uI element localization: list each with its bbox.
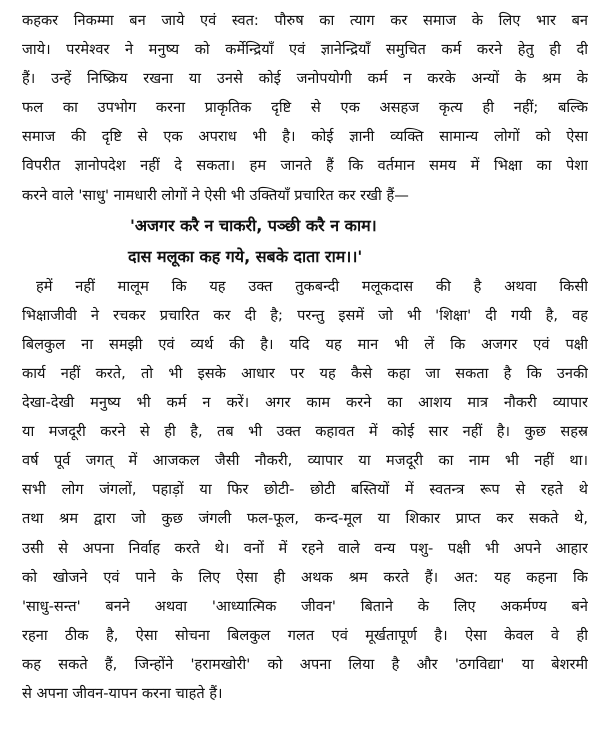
text-line: करने वाले 'साधु' नामधारी लोगों ने ऐसी भी उक्तियाँ प्रचारित कर रखी हैं— — [22, 186, 409, 204]
text-line: कार्य नहीं करते, तो भी इसके आधार पर यह कैसे कहा जा सकता है कि उनकी — [22, 364, 588, 382]
paragraph-2 — [22, 272, 588, 708]
text-line: सभी लोग जंगलों, पहाड़ों या फिर छोटी- छोटी बस्तियों में स्वतन्त्र रूप से रहते थे — [22, 481, 588, 499]
text-line: वर्ष पूर्व जगत् में आजकल जैसी नौकरी, व्यापार या मजदूरी का नाम भी नहीं था। — [22, 452, 588, 470]
verse-line: 'अजगर करै न चाकरी, पञ्छी करै न काम। — [130, 215, 377, 235]
text-line: तथा श्रम द्वारा जो कुछ जंगली फल-फूल, कन्द-मूल या शिकार प्राप्त कर सकते थे, — [22, 510, 588, 528]
paragraph-1 — [22, 6, 588, 210]
verse-quote — [22, 210, 588, 272]
text-line: कहकर निकम्मा बन जाये एवं स्वत: पौरुष का त्याग कर समाज के लिए भार बन — [22, 12, 588, 29]
text-line: उसी से अपना निर्वाह करते थे। वनों में रहने वाले वन्य पशु- पक्षी भी अपने आहार — [22, 539, 588, 557]
text-line: 'साधु-सन्त' बनने अथवा 'आध्यात्मिक जीवन' बिताने के लिए अकर्मण्य बने — [22, 597, 588, 615]
text-line: जाये। परमेश्वर ने मनुष्य को कर्मेन्द्रियाँ एवं ज्ञानेन्द्रियाँ समुचित कर्म करने हेतु ही दी — [22, 41, 588, 59]
text-line: हैं। उन्हें निष्क्रिय रखना या उनसे कोई जनोपयोगी कर्म न करके अन्यों के श्रम के — [22, 70, 588, 88]
text-line: हमें नहीं मालूम कि यह उक्त तुकबन्दी मलूकदास की है अथवा किसी — [36, 277, 588, 295]
text-line: विपरीत ज्ञानोपदेश नहीं दे सकता। हम जानते हैं कि वर्तमान समय में भिक्षा का पेशा — [22, 157, 588, 175]
text-line: कह सकते हैं, जिन्होंने 'हरामखोरी' को अपना लिया है और 'ठगविद्या' या बेशरमी — [22, 655, 588, 673]
text-line: को खोजने एवं पाने के लिए ऐसा ही अथक श्रम करते हैं। अत: यह कहना कि — [22, 568, 588, 586]
text-line: से अपना जीवन-यापन करना चाहते हैं। — [22, 684, 223, 702]
text-line: फल का उपभोग करना प्राकृतिक दृष्टि से एक असहज कृत्य ही नहीं; बल्कि — [22, 99, 588, 117]
text-line: भिक्षाजीवी ने रचकर प्रचारित कर दी है; परन्तु इसमें जो भी 'शिक्षा' दी गयी है, वह — [22, 306, 588, 324]
text-line: रहना ठीक है, ऐसा सोचना बिलकुल गलत एवं मूर्खतापूर्ण है। ऐसा केवल वे ही — [22, 626, 588, 644]
text-line: समाज की दृष्टि से एक अपराध भी है। कोई ज्ञानी व्यक्ति सामान्य लोगों को ऐसा — [22, 128, 588, 146]
text-line: देखा-देखी मनुष्य भी कर्म न करें। अगर काम करने का आशय मात्र नौकरी व्यापार — [22, 394, 588, 412]
text-line: या मजदूरी करने से ही है, तब भी उक्त कहावत में कोई सार नहीं है। कुछ सहस्र — [22, 423, 588, 441]
text-line: बिलकुल ना समझी एवं व्यर्थ की है। यदि यह मान भी लें कि अजगर एवं पक्षी — [22, 335, 588, 353]
verse-line: दास मलूका कह गये, सबके दाता राम।।' — [128, 246, 363, 266]
